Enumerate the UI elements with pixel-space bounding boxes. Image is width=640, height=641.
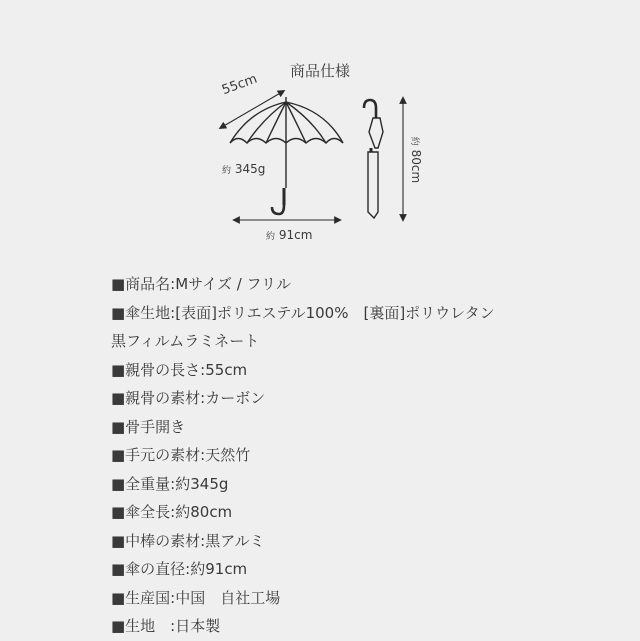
spec-item: 黒フィルムラミネート — [111, 332, 260, 350]
spec-list — [111, 270, 581, 641]
open-umbrella — [230, 97, 343, 214]
length-prefix: 約 — [409, 136, 419, 146]
closed-umbrella — [364, 100, 383, 218]
weight-prefix: 約 — [222, 166, 232, 176]
weight-label — [222, 162, 265, 176]
umbrella-illustration — [0, 0, 640, 260]
diameter-label — [266, 228, 312, 242]
page-title: 商品仕様 — [289, 62, 350, 80]
length-label — [409, 137, 423, 183]
weight-value: 345g — [234, 162, 266, 176]
spec-item: ■中棒の素材:黒アルミ — [111, 531, 265, 550]
diameter-prefix: 約 — [266, 232, 276, 242]
spec-item: ■商品名:Mサイズ / フリル — [111, 275, 291, 293]
spec-item: ■傘の直径:約91cm — [111, 560, 248, 578]
spec-item: ■生地 :日本製 — [111, 617, 221, 635]
spec-item: ■手元の素材:天然竹 — [111, 446, 251, 464]
spec-item: ■全重量:約345g — [111, 474, 229, 493]
spec-item: ■骨手開き — [111, 417, 186, 436]
spec-item: ■親骨の素材:カーボン — [111, 389, 266, 407]
spec-item: ■傘全長:約80cm — [111, 503, 233, 521]
spec-item: ■親骨の長さ:55cm — [111, 360, 248, 379]
rib-length-label: 55cm — [220, 71, 260, 99]
umbrella-diagram — [0, 0, 640, 260]
diameter-value: 91cm — [278, 228, 313, 242]
spec-item: ■傘生地:[表面]ポリエステル100% [裏面]ポリウレタン — [111, 303, 495, 322]
spec-item: ■生産国:中国 自社工場 — [111, 588, 281, 607]
length-value: 80cm — [409, 149, 423, 184]
